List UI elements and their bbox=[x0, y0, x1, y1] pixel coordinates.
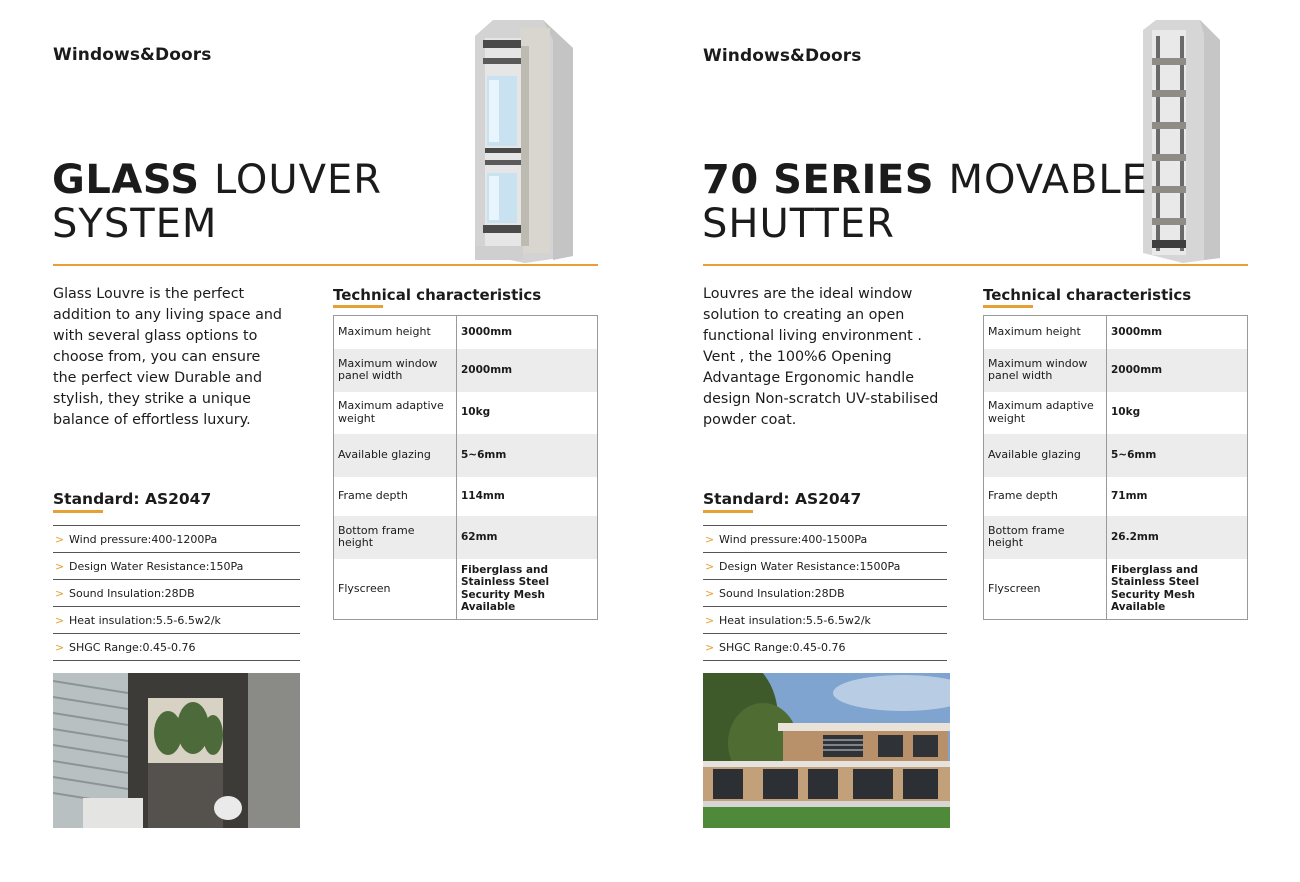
tech-title: Technical characteristics bbox=[333, 286, 542, 304]
standard-underline bbox=[703, 510, 753, 513]
table-row bbox=[334, 316, 598, 349]
row-label: Maximum adaptive weight bbox=[334, 392, 457, 434]
list-item bbox=[53, 526, 300, 553]
table-row bbox=[334, 434, 598, 477]
chevron-right-icon: > bbox=[55, 532, 65, 546]
title-divider bbox=[53, 264, 598, 266]
standard-list bbox=[53, 525, 300, 661]
title-light-1: MOVABLE bbox=[948, 157, 1148, 203]
row-value: 114mm bbox=[457, 477, 598, 516]
table-row bbox=[984, 434, 1248, 477]
row-value: 5~6mm bbox=[457, 434, 598, 477]
row-value: 26.2mm bbox=[1107, 516, 1248, 559]
list-item bbox=[703, 580, 947, 607]
row-value: 3000mm bbox=[1107, 316, 1248, 349]
row-value: Fiberglass and Stainless Steel Security Mesh Available bbox=[457, 559, 598, 620]
chevron-right-icon: > bbox=[55, 586, 65, 600]
row-label: Available glazing bbox=[984, 434, 1107, 477]
row-label: Bottom frame height bbox=[334, 516, 457, 559]
list-item-text: Wind pressure:400-1200Pa bbox=[69, 532, 218, 546]
standard-title: Standard: AS2047 bbox=[53, 490, 212, 508]
list-item-text: Design Water Resistance:1500Pa bbox=[719, 559, 901, 573]
row-label: Flyscreen bbox=[984, 559, 1107, 620]
chevron-right-icon: > bbox=[55, 640, 65, 654]
table-row bbox=[984, 316, 1248, 349]
row-value: 10kg bbox=[1107, 392, 1248, 434]
tech-table bbox=[333, 315, 598, 620]
chevron-right-icon: > bbox=[705, 532, 715, 546]
right-page bbox=[650, 0, 1300, 882]
title-bold: 70 SERIES bbox=[702, 157, 935, 203]
list-item-text: Wind pressure:400-1500Pa bbox=[719, 532, 868, 546]
chevron-right-icon: > bbox=[55, 613, 65, 627]
title-bold: GLASS bbox=[52, 157, 200, 203]
table-row bbox=[984, 516, 1248, 559]
list-item bbox=[703, 634, 947, 661]
list-item-text: Design Water Resistance:150Pa bbox=[69, 559, 244, 573]
row-label: Frame depth bbox=[334, 477, 457, 516]
table-row bbox=[984, 477, 1248, 516]
row-value: Fiberglass and Stainless Steel Security Mesh Available bbox=[1107, 559, 1248, 620]
row-value: 2000mm bbox=[1107, 349, 1248, 392]
glass-louver-profile-image bbox=[465, 18, 575, 263]
standard-underline bbox=[53, 510, 103, 513]
row-label: Maximum window panel width bbox=[334, 349, 457, 392]
row-label: Available glazing bbox=[334, 434, 457, 477]
table-row bbox=[334, 392, 598, 434]
movable-shutter-profile-image bbox=[1138, 18, 1223, 263]
table-row bbox=[984, 349, 1248, 392]
list-item bbox=[53, 553, 300, 580]
row-label: Flyscreen bbox=[334, 559, 457, 620]
row-label: Frame depth bbox=[984, 477, 1107, 516]
brand-name: Windows&Doors bbox=[53, 45, 212, 65]
list-item-text: Heat insulation:5.5-6.5w2/k bbox=[69, 613, 221, 627]
standard-list bbox=[703, 525, 947, 661]
tech-title: Technical characteristics bbox=[983, 286, 1192, 304]
tech-underline bbox=[983, 305, 1033, 308]
standard-title: Standard: AS2047 bbox=[703, 490, 862, 508]
list-item-text: Heat insulation:5.5-6.5w2/k bbox=[719, 613, 871, 627]
row-value: 10kg bbox=[457, 392, 598, 434]
list-item bbox=[703, 553, 947, 580]
row-label: Maximum window panel width bbox=[984, 349, 1107, 392]
row-label: Maximum height bbox=[334, 316, 457, 349]
row-value: 62mm bbox=[457, 516, 598, 559]
table-row bbox=[334, 477, 598, 516]
list-item-text: SHGC Range:0.45-0.76 bbox=[719, 640, 846, 654]
row-label: Bottom frame height bbox=[984, 516, 1107, 559]
row-value: 71mm bbox=[1107, 477, 1248, 516]
title-light-1: LOUVER bbox=[214, 157, 383, 203]
chevron-right-icon: > bbox=[705, 640, 715, 654]
chevron-right-icon: > bbox=[55, 559, 65, 573]
row-value: 3000mm bbox=[457, 316, 598, 349]
house-exterior-photo bbox=[703, 673, 950, 828]
list-item-text: SHGC Range:0.45-0.76 bbox=[69, 640, 196, 654]
product-description: Louvres are the ideal window solution to creating an open functional living environment . Vent , the 100%6 Opening Advantage Ergonomic handle design Non-scratch UV-stabilised powder coat. bbox=[703, 286, 939, 428]
bathroom-louver-photo bbox=[53, 673, 300, 828]
chevron-right-icon: > bbox=[705, 586, 715, 600]
product-title bbox=[702, 158, 1148, 246]
table-row bbox=[334, 349, 598, 392]
list-item bbox=[53, 607, 300, 634]
table-row bbox=[334, 516, 598, 559]
title-light-2: SHUTTER bbox=[702, 201, 895, 247]
tech-table bbox=[983, 315, 1248, 620]
row-value: 2000mm bbox=[457, 349, 598, 392]
list-item-text: Sound Insulation:28DB bbox=[69, 586, 195, 600]
title-divider bbox=[703, 264, 1248, 266]
list-item bbox=[53, 580, 300, 607]
chevron-right-icon: > bbox=[705, 559, 715, 573]
table-row bbox=[334, 559, 598, 620]
row-label: Maximum height bbox=[984, 316, 1107, 349]
chevron-right-icon: > bbox=[705, 613, 715, 627]
product-title bbox=[52, 158, 382, 246]
list-item bbox=[703, 607, 947, 634]
tech-underline bbox=[333, 305, 383, 308]
table-row bbox=[984, 559, 1248, 620]
title-light-2: SYSTEM bbox=[52, 201, 218, 247]
brand-name: Windows&Doors bbox=[703, 46, 862, 66]
list-item-text: Sound Insulation:28DB bbox=[719, 586, 845, 600]
row-label: Maximum adaptive weight bbox=[984, 392, 1107, 434]
list-item bbox=[53, 634, 300, 661]
row-value: 5~6mm bbox=[1107, 434, 1248, 477]
product-description: Glass Louvre is the perfect addition to any living space and with several glass options to choose from, you can ensure the perfect view Durable and stylish, they strike a unique balance of effortless luxury. bbox=[53, 286, 282, 428]
list-item bbox=[703, 526, 947, 553]
table-row bbox=[984, 392, 1248, 434]
